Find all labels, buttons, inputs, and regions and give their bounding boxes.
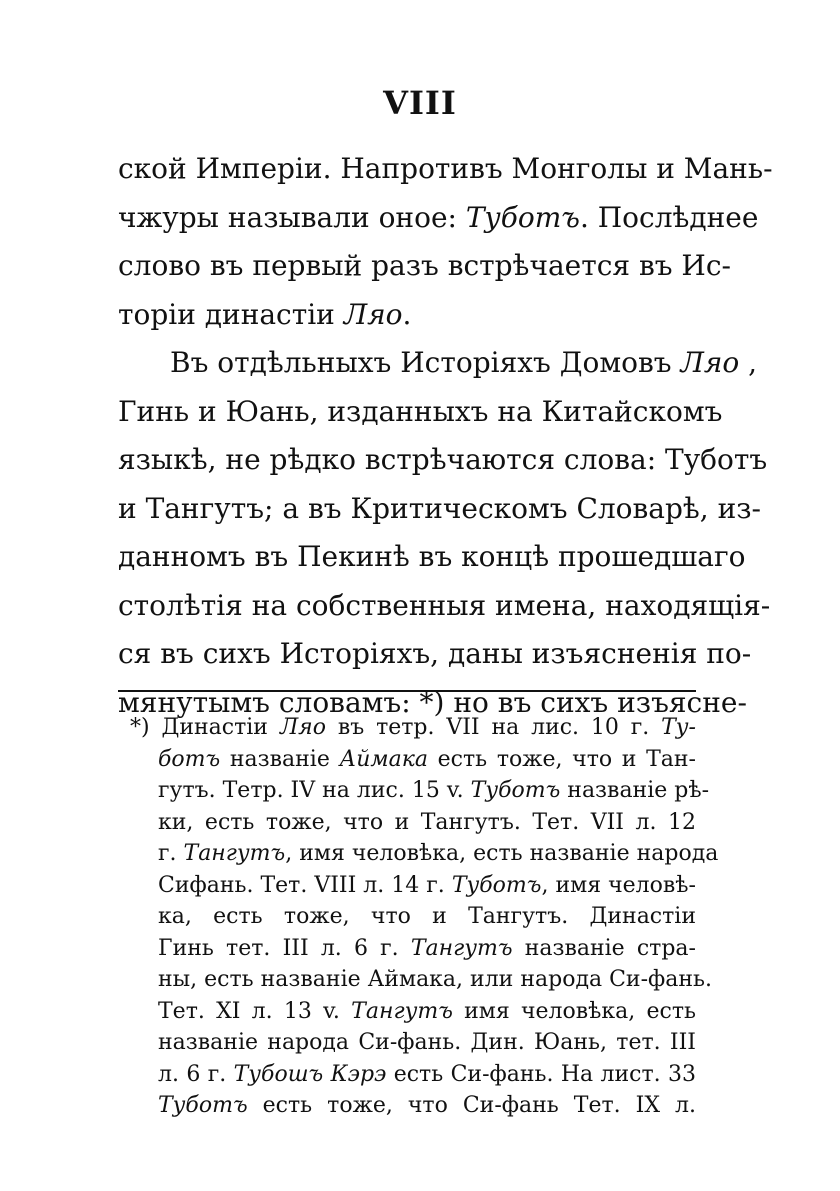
footnote-line: ка, есть тоже, что и Тангутъ. Династіи <box>158 904 696 929</box>
text-span: . Послѣднее <box>579 200 759 234</box>
text-line <box>118 291 698 340</box>
text-line: данномъ въ Пекинѣ въ концѣ прошедшаго <box>118 540 746 573</box>
footnote <box>130 712 719 1122</box>
text-span: названіе стра- <box>512 935 696 961</box>
text-span: торіи династіи <box>118 297 344 331</box>
footnote-line <box>130 838 719 870</box>
text-line: Гинь и Юань, изданныхъ на Китайскомъ <box>118 394 723 428</box>
text-span: . <box>402 297 412 331</box>
italic-term: Ляо <box>279 715 326 740</box>
text-line: мянутымъ словамъ: *) но въ сихъ изъясне- <box>118 685 747 719</box>
text-span: Тет. XI л. 13 v. <box>158 998 352 1024</box>
footnote-line <box>130 775 710 807</box>
italic-term: Тангутъ <box>183 841 286 866</box>
footnote-marker: *) <box>130 715 150 740</box>
text-line <box>118 194 759 243</box>
footnote-line <box>130 1090 696 1122</box>
text-span: чжуры называли оное: <box>118 200 466 234</box>
footnote-line: названіе народа Си-фань. Дин. Юань, тет. III <box>158 1030 696 1055</box>
footnote-line <box>130 870 696 902</box>
text-span: гутъ. Тетр. IV на лис. 15 v. <box>158 778 471 803</box>
italic-term: Тангутъ <box>410 935 513 961</box>
italic-term: Ту- <box>661 715 696 740</box>
text-span: есть тоже, что и Тан- <box>428 746 696 772</box>
text-line: языкѣ, не рѣдко встрѣчаются слова: Туботъ <box>118 443 768 476</box>
text-line: ся въ сихъ Исторіяхъ, даны изъясненія по- <box>118 637 752 670</box>
text-line: слово въ первый разъ встрѣчается въ Ис- <box>118 249 731 282</box>
text-span: названіе <box>220 746 340 772</box>
footnote-line: ны, есть названіе Аймака, или народа Си-фань. <box>158 967 712 992</box>
italic-term: Туботъ <box>158 1093 248 1118</box>
footnote-line <box>130 996 696 1028</box>
text-span: въ тетр. VII на лис. 10 г. <box>325 715 662 740</box>
text-span: , имя человѣ- <box>541 872 696 898</box>
footnote-divider <box>118 690 696 692</box>
text-span: есть Си-фань. На лист. 33 <box>386 1061 697 1087</box>
text-span: г. <box>158 841 184 866</box>
italic-term: Тангутъ <box>351 998 453 1024</box>
italic-term: Ляо <box>343 297 403 331</box>
text-span: Въ отдѣльныхъ Исторіяхъ Домовъ <box>170 346 681 379</box>
footnote-line <box>130 744 696 776</box>
italic-term: Туботъ <box>470 778 561 803</box>
text-span: Сифань. Тет. VIII л. 14 г. <box>158 872 452 898</box>
text-span: названіе рѣ- <box>560 778 710 803</box>
text-span: есть тоже, что Си-фань Тет. IX л. <box>247 1093 696 1118</box>
italic-term: Туботъ <box>465 200 580 234</box>
text-span: Гинь тет. III л. 6 г. <box>158 935 411 961</box>
text-span: , имя человѣка, есть названіе народа <box>285 841 719 866</box>
main-text <box>118 145 773 727</box>
page-number: VIII <box>383 84 457 122</box>
italic-term: Ляо <box>680 346 740 379</box>
text-span: л. 6 г. <box>158 1061 234 1087</box>
italic-term: Туботъ <box>451 872 542 898</box>
footnote-line <box>130 712 696 744</box>
text-line: столѣтія на собственныя имена, находящія- <box>118 588 771 622</box>
text-line: и Тангутъ; а въ Критическомъ Словарѣ, из- <box>118 491 762 525</box>
italic-term: Тубошъ Кэрэ <box>233 1061 387 1087</box>
text-span: , <box>739 346 758 379</box>
italic-term: ботъ <box>158 746 221 772</box>
italic-term: Аймака <box>339 746 428 772</box>
text-line: ской Имперіи. Напротивъ Монголы и Мань- <box>118 152 773 185</box>
footnote-line: ки, есть тоже, что и Тангутъ. Тет. VII л. 12 <box>158 809 696 835</box>
footnote-line <box>130 933 696 965</box>
footnote-line <box>130 1059 696 1091</box>
text-line <box>118 339 758 388</box>
text-span: Династіи <box>149 715 280 740</box>
text-span: имя человѣка, есть <box>452 998 697 1024</box>
